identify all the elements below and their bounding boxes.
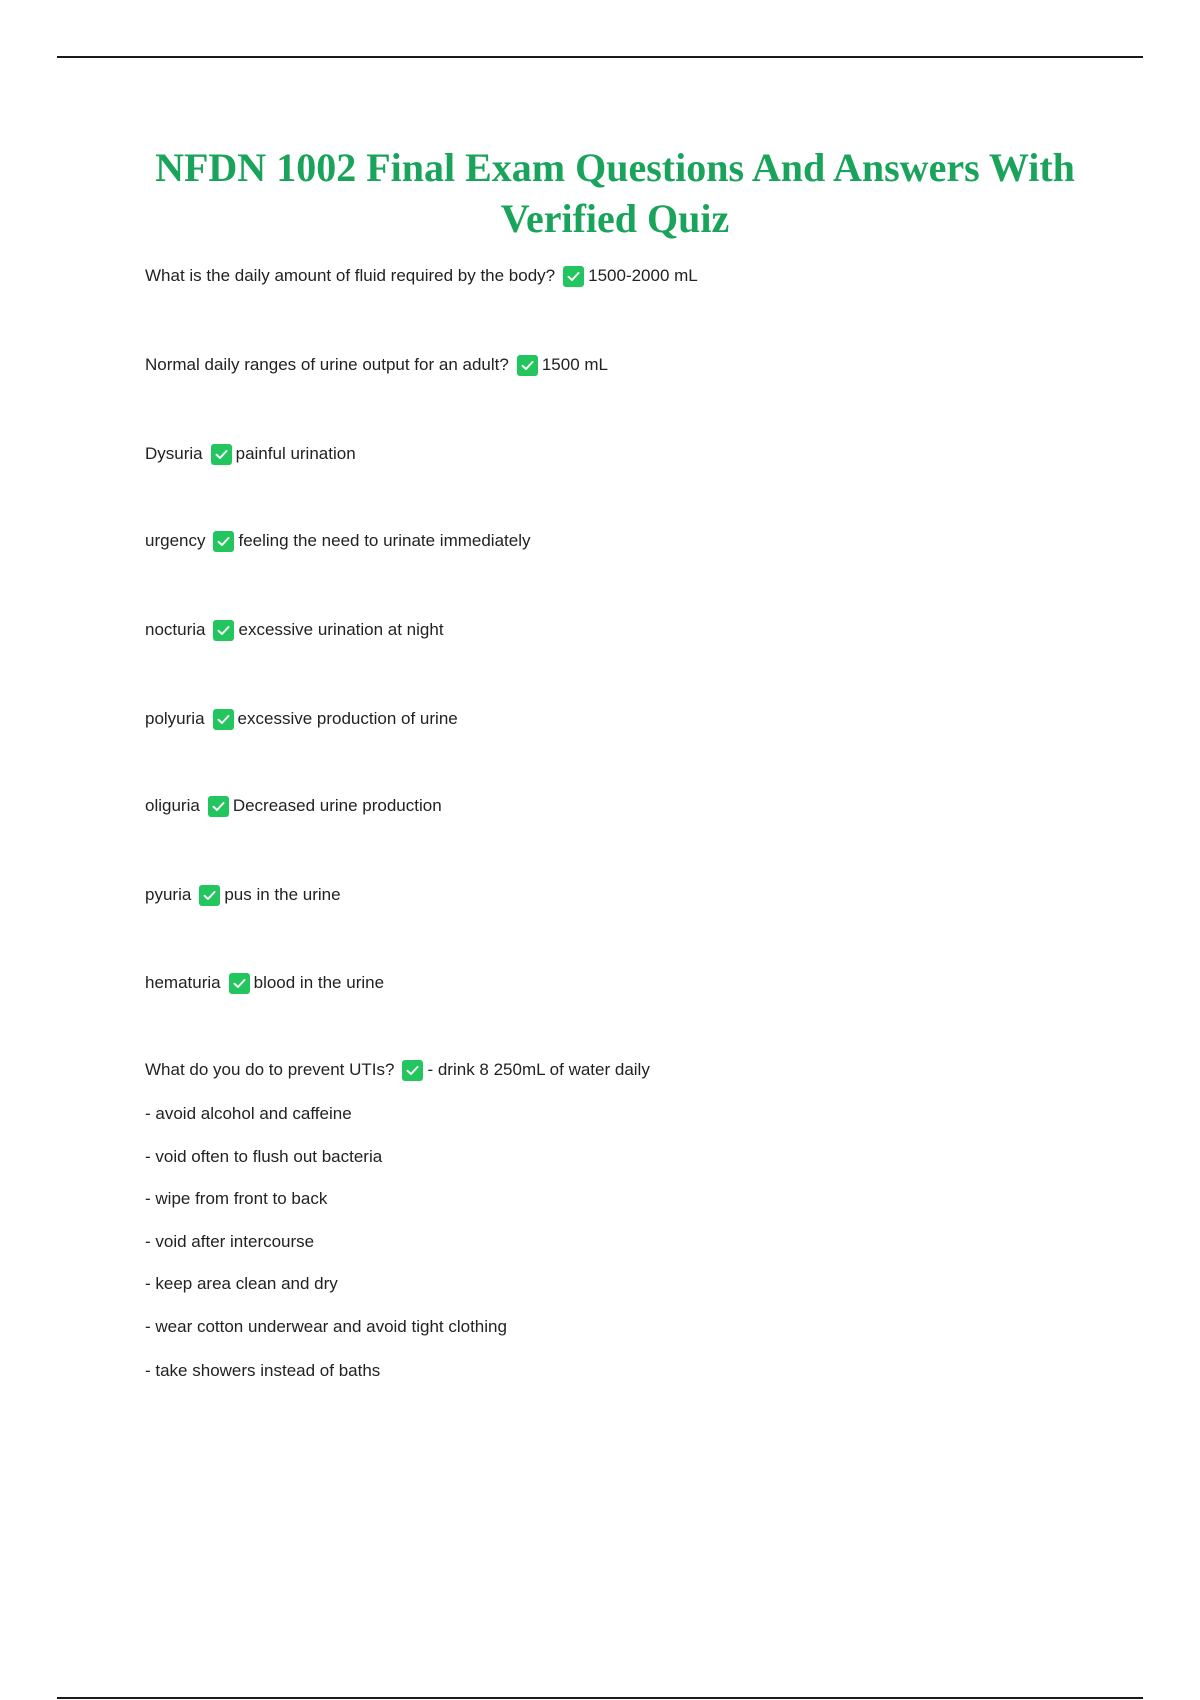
check-mark-icon [211,444,232,465]
question-text: polyuria [145,709,205,728]
qa-item [145,971,384,995]
question-text: urgency [145,531,206,550]
question-text: nocturia [145,620,206,639]
uti-tip-line: - avoid alcohol and caffeine [145,1104,352,1123]
answer-text: painful urination [235,444,356,463]
question-text: oliguria [145,796,200,815]
check-mark-icon [563,266,584,287]
qa-item [145,883,341,907]
answer-text: 1500-2000 mL [588,266,698,285]
qa-item [145,618,444,642]
uti-tip-line: - wipe from front to back [145,1189,328,1208]
uti-tip-line: - void often to flush out bacteria [145,1147,383,1166]
uti-tip-line: - void after intercourse [145,1232,315,1251]
answer-text: excessive production of urine [237,709,458,728]
answer-text: pus in the urine [224,885,341,904]
question-text: hematuria [145,973,221,992]
check-mark-icon [517,355,538,376]
question-text: Normal daily ranges of urine output for an adult? [145,355,509,374]
qa-item [145,1058,650,1082]
question-text: pyuria [145,885,192,904]
check-mark-icon [213,709,234,730]
uti-tip-line: - wear cotton underwear and avoid tight clothing [145,1317,507,1336]
top-rule [57,56,1143,58]
question-text: What do you do to prevent UTIs? [145,1060,395,1079]
question-text: What is the daily amount of fluid required by the body? [145,266,556,285]
answer-text: Decreased urine production [232,796,442,815]
answer-text: feeling the need to urinate immediately [238,531,531,550]
qa-item [145,353,608,377]
qa-item [145,529,531,553]
uti-tip-line: - keep area clean and dry [145,1274,338,1293]
qa-item [145,442,356,466]
answer-text: 1500 mL [541,355,608,374]
answer-text: excessive urination at night [238,620,444,639]
check-mark-icon [199,885,220,906]
check-mark-icon [208,796,229,817]
qa-item [145,707,458,731]
answer-text: - drink 8 250mL of water daily [427,1060,650,1079]
check-mark-icon [213,531,234,552]
check-mark-icon [229,973,250,994]
check-mark-icon [402,1060,423,1081]
check-mark-icon [213,620,234,641]
qa-item [145,264,698,288]
answer-text: blood in the urine [253,973,385,992]
question-text: Dysuria [145,444,203,463]
uti-tip-line: - take showers instead of baths [145,1361,381,1380]
document-title: NFDN 1002 Final Exam Questions And Answers With Verified Quiz [155,145,1075,241]
bottom-rule [57,1697,1143,1699]
qa-item [145,794,442,818]
